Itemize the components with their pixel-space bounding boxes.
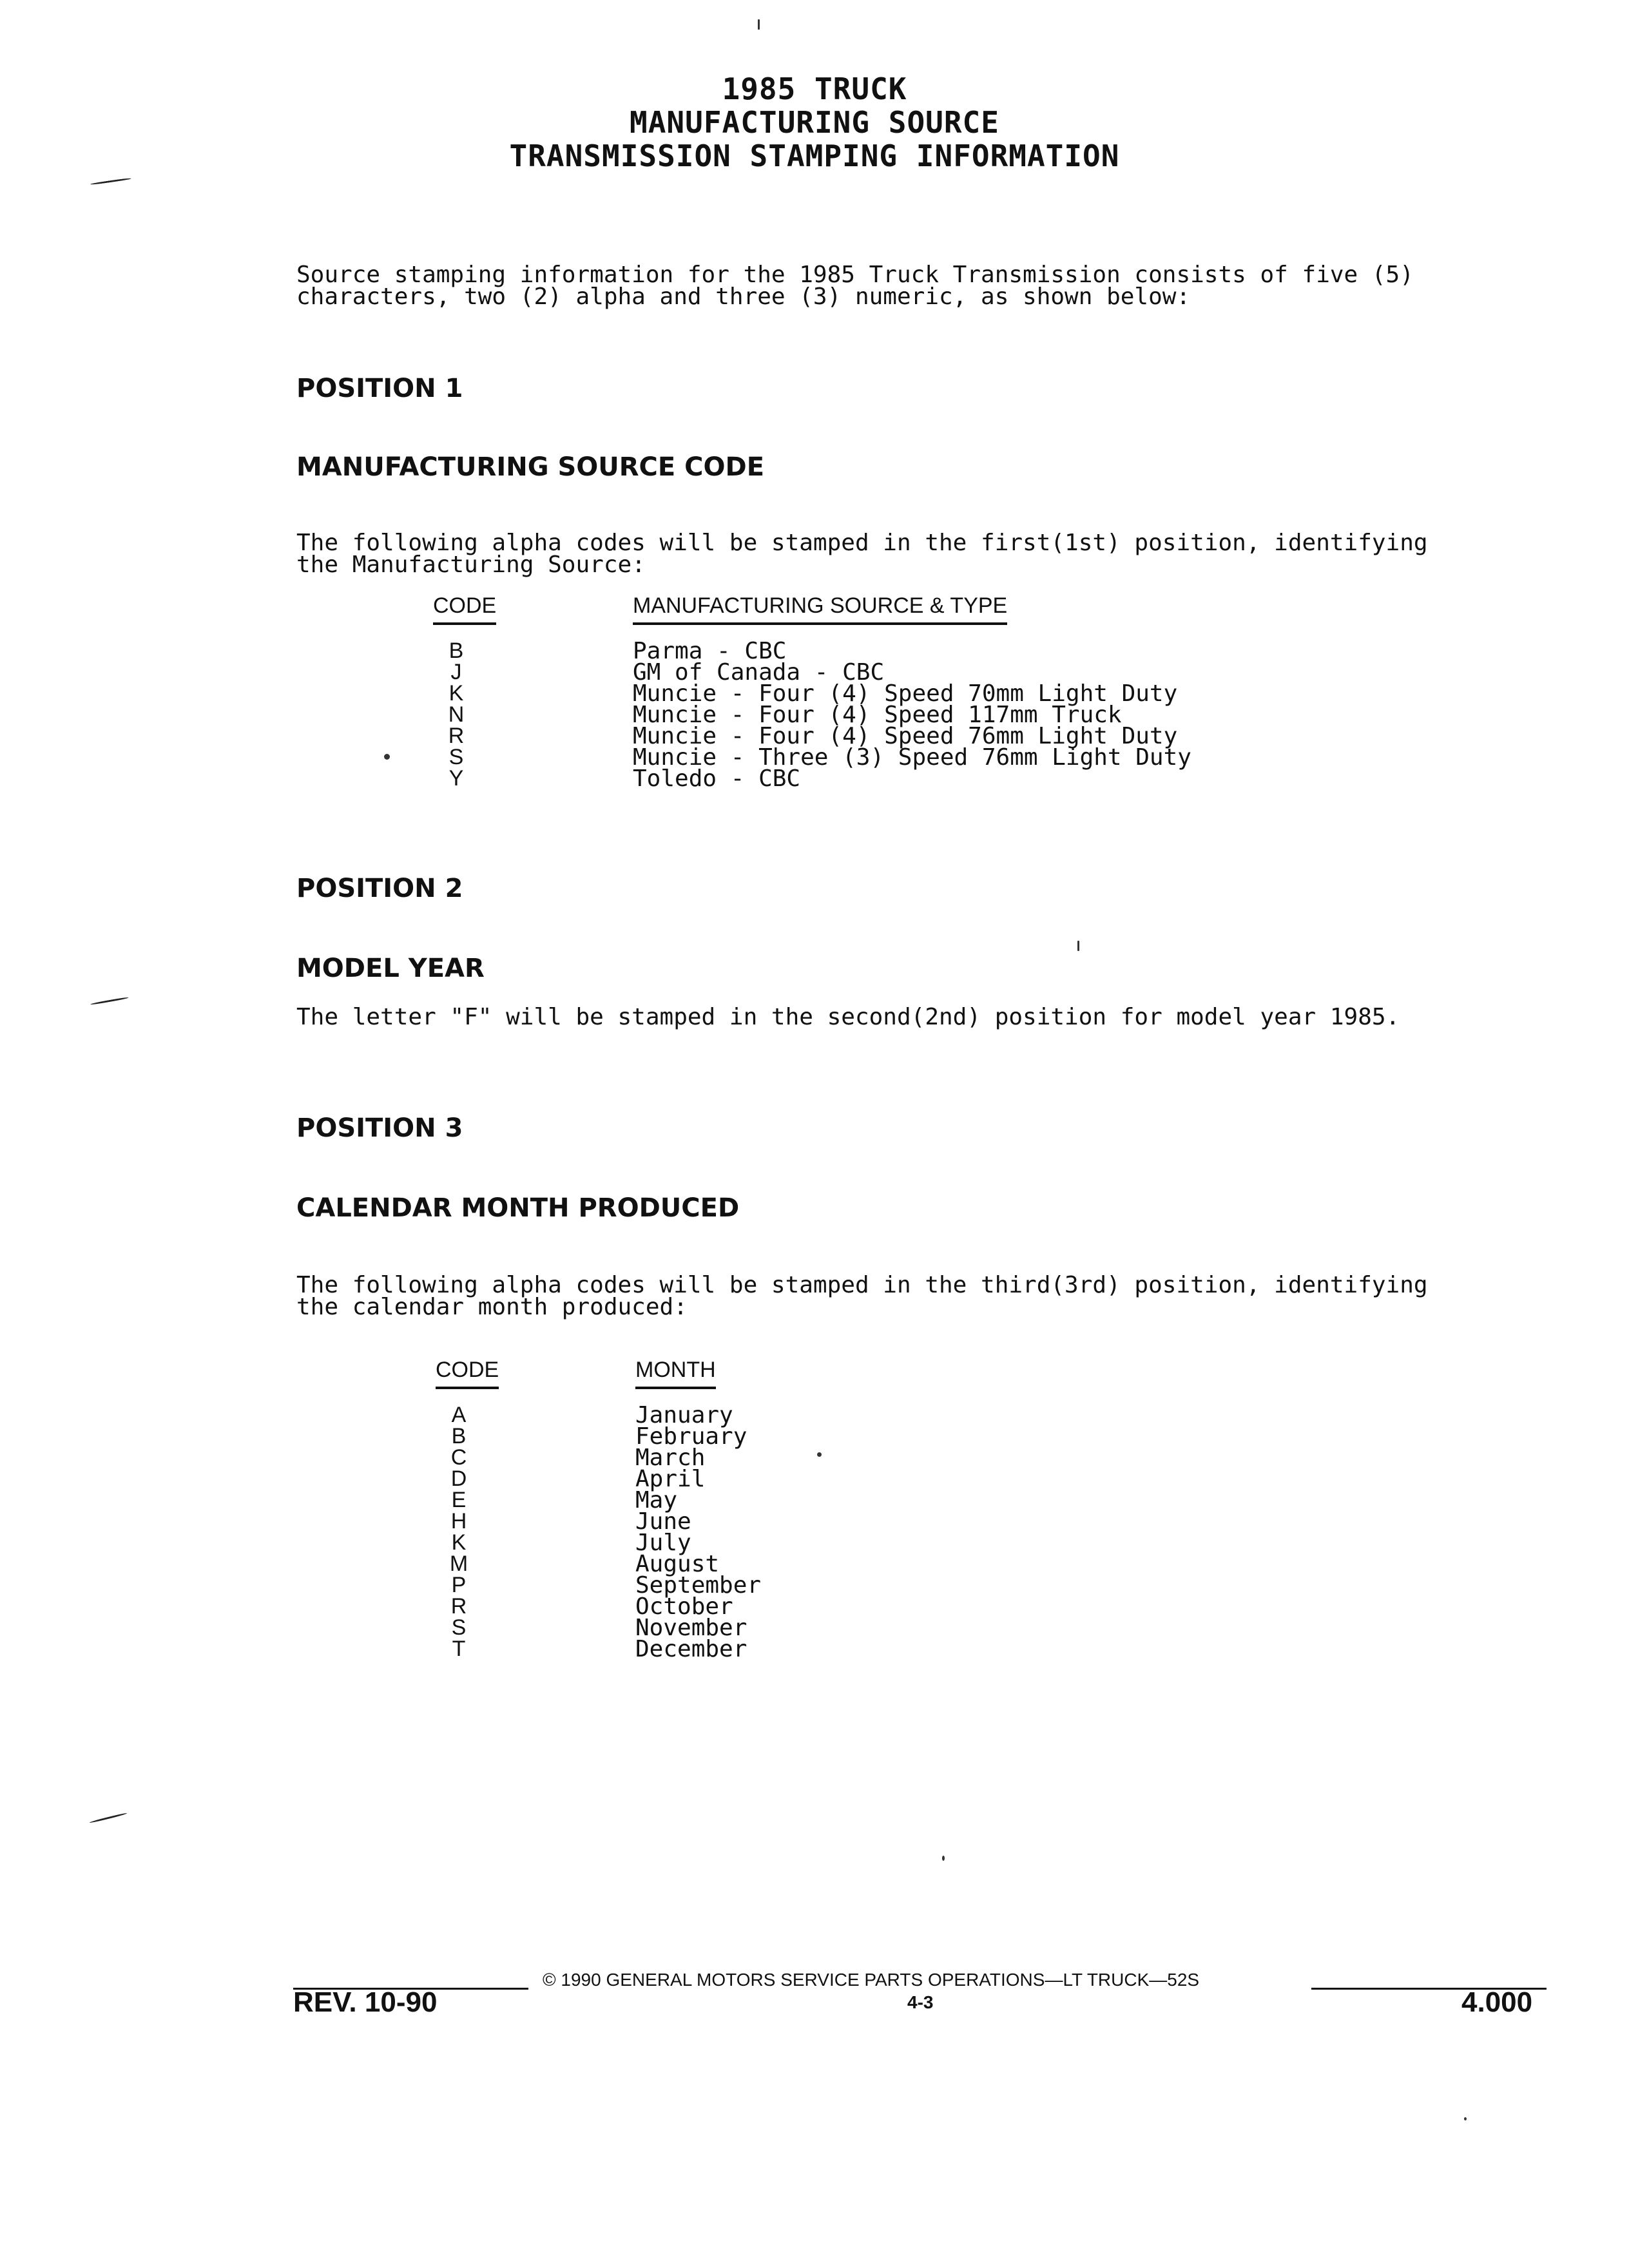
month-code-item: K (451, 1530, 467, 1555)
source-type-item: Parma - CBC (633, 638, 787, 664)
position-2-heading: POSITION 2 (296, 874, 463, 903)
month-item: November (635, 1615, 747, 1641)
source-type-item: Muncie - Three (3) Speed 76mm Light Duty (633, 744, 1191, 771)
month-item: May (635, 1487, 678, 1514)
month-code-item: P (451, 1573, 467, 1597)
month-item: February (635, 1423, 747, 1450)
source-code-item: N (448, 702, 465, 727)
position-3-para-line-1: The following alpha codes will be stamped in the third(3rd) position, identifying (296, 1272, 1428, 1298)
source-code-item: Y (448, 766, 464, 791)
month-code-item: S (451, 1615, 467, 1640)
month-code-list (439, 1405, 478, 1660)
position-1-para-line-2: the Manufacturing Source: (296, 552, 646, 578)
month-code-item: H (450, 1509, 467, 1533)
title-line-3: TRANSMISSION STAMPING INFORMATION (509, 139, 1120, 173)
source-type-item: Toledo - CBC (633, 765, 801, 792)
month-item: September (635, 1572, 762, 1599)
month-code-item: B (451, 1424, 467, 1448)
revision-label: REV. 10-90 (293, 1986, 438, 2018)
month-item: March (635, 1445, 706, 1471)
position-1-heading: POSITION 1 (296, 374, 463, 403)
month-column-header: MONTH (635, 1357, 716, 1389)
section-number: 4.000 (1461, 1986, 1533, 2018)
calendar-month-produced-heading: CALENDAR MONTH PRODUCED (296, 1193, 740, 1223)
scan-speck (758, 19, 760, 30)
scan-speck (384, 754, 390, 760)
source-type-item: GM of Canada - CBC (633, 659, 885, 686)
scan-speck (817, 1452, 822, 1457)
scan-speck (1077, 941, 1079, 951)
hole-punch-mark-top (90, 178, 131, 186)
month-code-item: C (450, 1445, 467, 1470)
source-type-item: Muncie - Four (4) Speed 117mm Truck (633, 702, 1122, 728)
month-item: April (635, 1466, 706, 1492)
title-line-1: 1985 TRUCK (722, 72, 907, 106)
month-item: December (635, 1636, 747, 1662)
position-3-para-line-2: the calendar month produced: (296, 1294, 688, 1320)
model-year-heading: MODEL YEAR (296, 954, 485, 983)
title-line-2: MANUFACTURING SOURCE (630, 105, 999, 140)
scan-speck (942, 1856, 945, 1861)
scan-speck (1464, 2117, 1467, 2120)
position-1-para-line-1: The following alpha codes will be stamped in the first(1st) position, identifying (296, 530, 1428, 556)
hole-punch-mark-bottom (90, 1812, 128, 1823)
month-code-column-header: CODE (436, 1357, 499, 1389)
month-item: October (635, 1593, 733, 1620)
intro-line-2: characters, two (2) alpha and three (3) numeric, as shown below: (296, 284, 1191, 310)
month-item: January (635, 1402, 733, 1428)
month-code-item: D (450, 1466, 467, 1491)
hole-punch-mark-middle (90, 997, 129, 1005)
source-type-item: Muncie - Four (4) Speed 70mm Light Duty (633, 680, 1178, 707)
source-code-item: J (450, 660, 462, 684)
source-type-list (633, 638, 1191, 792)
month-item: June (635, 1508, 691, 1535)
month-list (635, 1402, 762, 1662)
source-code-item: R (448, 724, 465, 748)
month-code-item: M (449, 1552, 468, 1576)
month-code-item: E (451, 1488, 467, 1512)
month-code-item: A (451, 1403, 467, 1427)
source-code-item: B (448, 639, 464, 663)
source-code-column-header: CODE (433, 593, 496, 625)
position-2-para: The letter "F" will be stamped in the second(2nd) position for model year 1985. (296, 1004, 1400, 1030)
position-3-heading: POSITION 3 (296, 1113, 463, 1143)
source-code-item: S (448, 745, 464, 769)
source-type-column-header: MANUFACTURING SOURCE & TYPE (633, 593, 1007, 625)
intro-line-1: Source stamping information for the 1985 Truck Transmission consists of five (5) (296, 262, 1414, 288)
month-item: July (635, 1530, 691, 1556)
manufacturing-source-code-heading: MANUFACTURING SOURCE CODE (296, 452, 765, 482)
month-code-item: T (452, 1637, 466, 1661)
month-item: August (635, 1551, 720, 1577)
source-type-item: Muncie - Four (4) Speed 76mm Light Duty (633, 723, 1178, 749)
month-code-item: R (450, 1594, 467, 1619)
page-number: 4-3 (907, 1992, 934, 2012)
footer-copyright: © 1990 GENERAL MOTORS SERVICE PARTS OPERATIONS—LT TRUCK—52S (543, 1970, 1200, 1990)
source-code-list (437, 640, 476, 789)
source-code-item: K (448, 681, 464, 706)
